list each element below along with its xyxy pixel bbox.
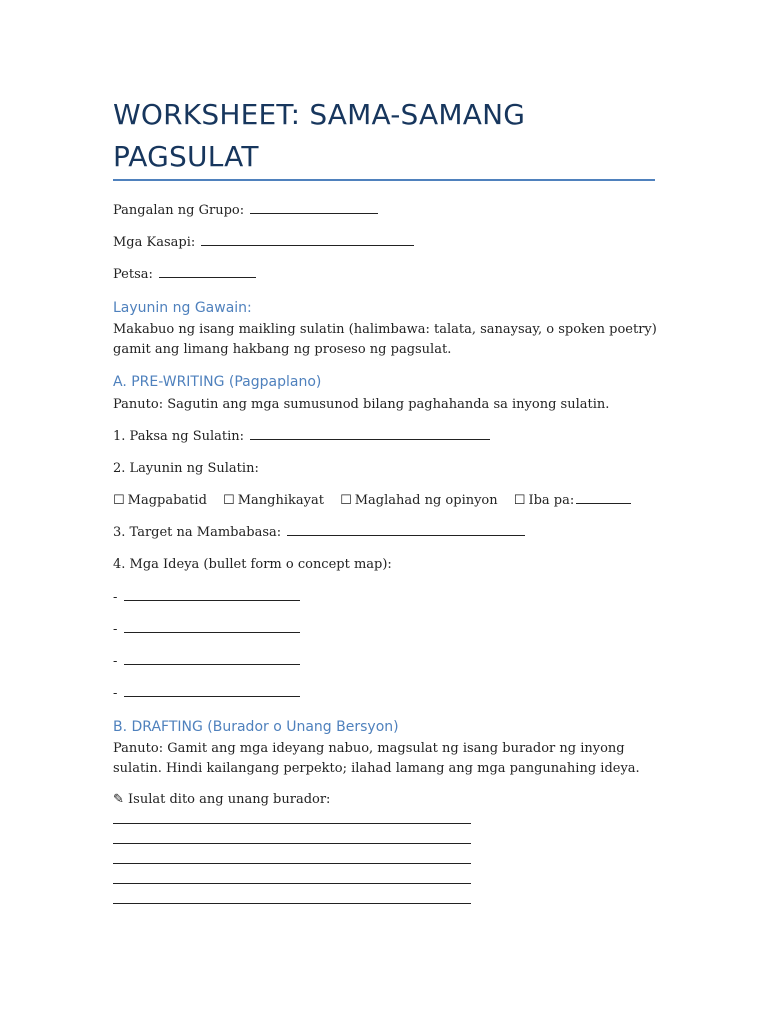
audience-field (113, 523, 525, 542)
idea-blank[interactable] (124, 588, 300, 601)
date-blank[interactable] (159, 265, 256, 278)
checkbox-icon[interactable]: ☐ (340, 493, 352, 508)
option-iba-pa[interactable] (514, 491, 631, 510)
bullet-dash: - (113, 622, 118, 637)
date-field (113, 265, 256, 284)
drafting-instruction: Panuto: Gamit ang mga ideyang nabuo, magsulat ng isang burador ng inyong sulatin. Hindi kailangang perpekto; ilahad lamang ang mga pangunahing ideya. (113, 741, 640, 776)
checkbox-icon[interactable]: ☐ (223, 493, 235, 508)
checkbox-icon[interactable]: ☐ (513, 493, 526, 508)
draft-writing-line[interactable] (113, 843, 471, 844)
bullet-dash: - (113, 654, 118, 669)
members-label: Mga Kasapi: (113, 235, 196, 250)
checkbox-icon[interactable]: ☐ (113, 493, 125, 508)
date-label: Petsa: (113, 267, 153, 282)
idea-blank[interactable] (124, 620, 300, 633)
idea-item (113, 652, 300, 671)
draft-writing-line[interactable] (113, 903, 471, 904)
title-divider (113, 179, 655, 181)
idea-blank[interactable] (124, 684, 300, 697)
idea-item (113, 620, 300, 639)
audience-label: 3. Target na Mambabasa: (113, 525, 282, 540)
draft-writing-line[interactable] (113, 883, 471, 884)
other-purpose-blank[interactable] (576, 491, 631, 504)
objective-text: Makabuo ng isang maikling sulatin (halimbawa: talata, sanaysay, o spoken poetry) gamit ang limang hakbang ng proseso ng pagsulat. (113, 322, 657, 357)
draft-writing-line[interactable] (113, 823, 471, 824)
audience-blank[interactable] (287, 523, 525, 536)
members-field (113, 233, 414, 252)
idea-item (113, 684, 300, 703)
purpose-options (113, 491, 643, 510)
prewriting-instruction: Panuto: Sagutin ang mga sumusunod bilang paghahanda sa inyong sulatin. (113, 397, 610, 412)
option-manghikayat[interactable] (223, 491, 324, 510)
option-label: Iba pa: (528, 493, 575, 508)
topic-blank[interactable] (250, 427, 490, 440)
option-label: Magpabatid (127, 493, 207, 508)
bullet-dash: - (113, 686, 118, 701)
drafting-heading: B. DRAFTING (Burador o Unang Bersyon) (113, 719, 399, 735)
prewriting-heading: A. PRE-WRITING (Pagpaplano) (113, 374, 322, 390)
ideas-label: 4. Mga Ideya (bullet form o concept map): (113, 557, 392, 572)
option-label: Maglahad ng opinyon (354, 493, 498, 508)
idea-blank[interactable] (124, 652, 300, 665)
option-maglahad[interactable] (340, 491, 498, 510)
group-name-label: Pangalan ng Grupo: (113, 203, 245, 218)
bullet-dash: - (113, 590, 118, 605)
option-label: Manghikayat (237, 493, 324, 508)
group-name-blank[interactable] (250, 201, 378, 214)
purpose-label: 2. Layunin ng Sulatin: (113, 461, 259, 476)
group-name-field (113, 201, 378, 220)
idea-item (113, 588, 300, 607)
topic-field (113, 427, 490, 446)
page-title: WORKSHEET: SAMA-SAMANG PAGSULAT (113, 98, 526, 173)
topic-label: 1. Paksa ng Sulatin: (113, 429, 245, 444)
members-blank[interactable] (201, 233, 414, 246)
draft-prompt: ✎ Isulat dito ang unang burador: (113, 792, 331, 807)
draft-writing-line[interactable] (113, 863, 471, 864)
option-magpabatid[interactable] (113, 491, 207, 510)
objective-heading: Layunin ng Gawain: (113, 300, 252, 316)
